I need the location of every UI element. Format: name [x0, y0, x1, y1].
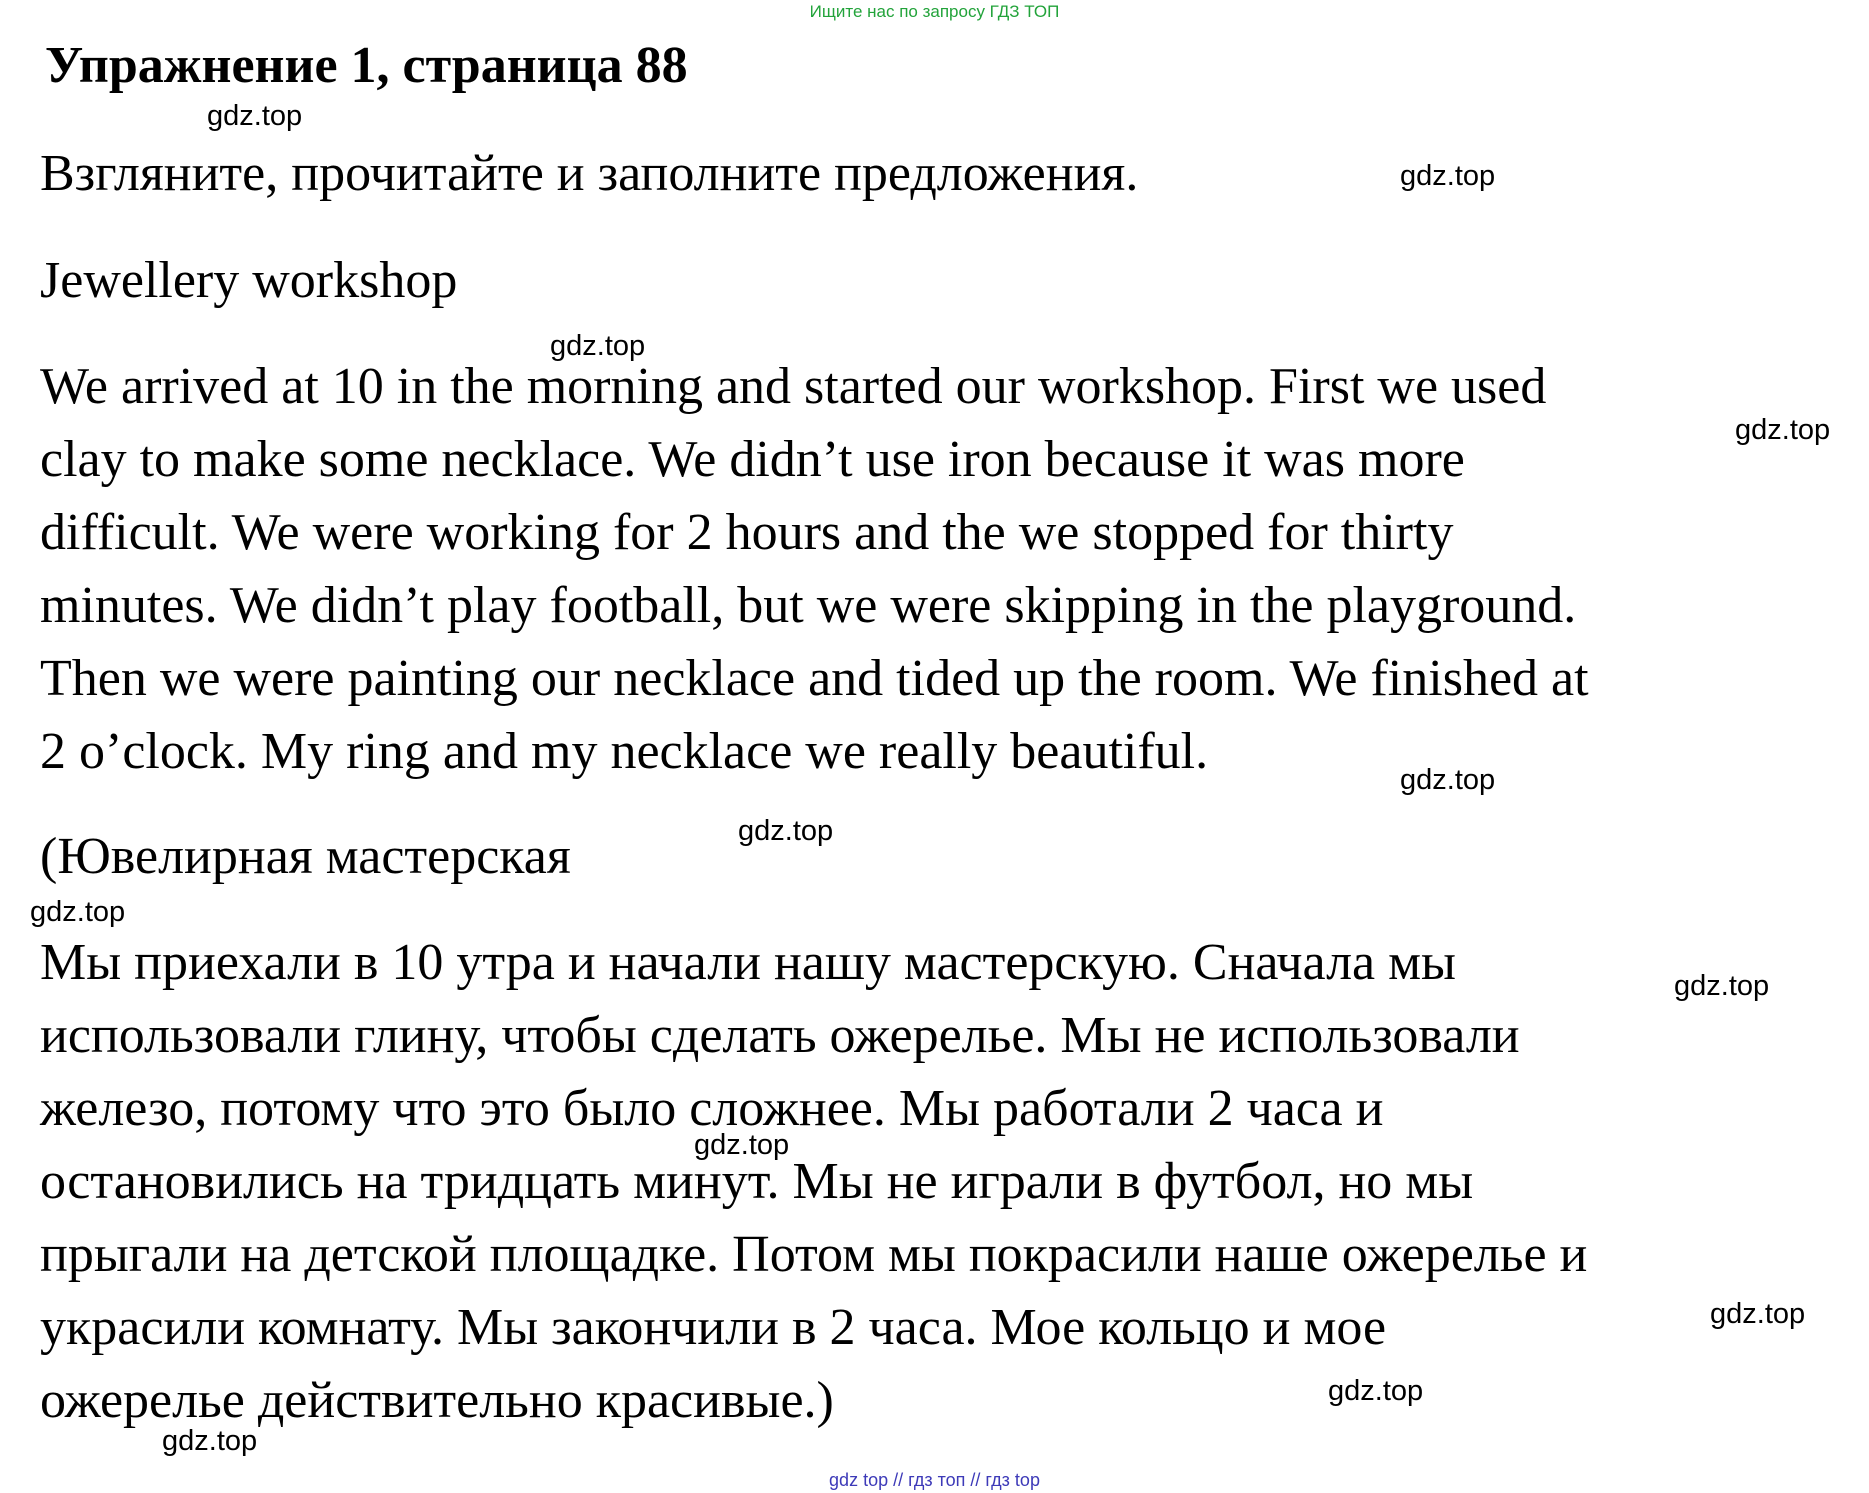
english-line: Then we were painting our necklace and tided up the room. We finished at — [40, 650, 1589, 707]
russian-line: железо, потому что это было сложнее. Мы работали 2 часа и — [40, 1080, 1384, 1137]
russian-line: прыгали на детской площадке. Потом мы покрасили наше ожерелье и — [40, 1226, 1588, 1283]
watermark: gdz.top — [207, 100, 303, 132]
watermark: gdz.top — [738, 815, 834, 847]
watermark: gdz.top — [1735, 414, 1831, 446]
watermark: gdz.top — [694, 1129, 790, 1161]
english-line: difficult. We were working for 2 hours and the we stopped for thirty — [40, 504, 1454, 561]
english-line: 2 o’clock. My ring and my necklace we really beautiful. — [40, 723, 1209, 780]
watermark: gdz.top — [550, 330, 646, 362]
russian-line: украсили комнату. Мы закончили в 2 часа. Мое кольцо и мое — [40, 1299, 1387, 1356]
english-line: clay to make some necklace. We didn’t use iron because it was more — [40, 431, 1465, 488]
top-banner: Ищите нас по запросу ГДЗ ТОП — [809, 2, 1060, 21]
page-title: Упражнение 1, страница 88 — [45, 37, 688, 94]
english-line: minutes. We didn’t play football, but we were skipping in the playground. — [40, 577, 1577, 634]
instruction-text: Взгляните, прочитайте и заполните предложения. — [40, 145, 1139, 202]
english-heading: Jewellery workshop — [40, 252, 458, 309]
watermark: gdz.top — [1328, 1375, 1424, 1407]
english-line: We arrived at 10 in the morning and started our workshop. First we used — [40, 358, 1547, 415]
watermark: gdz.top — [1710, 1298, 1806, 1330]
watermark: gdz.top — [1674, 970, 1770, 1002]
russian-line: Мы приехали в 10 утра и начали нашу мастерскую. Сначала мы — [40, 934, 1456, 991]
russian-line: использовали глину, чтобы сделать ожерелье. Мы не использовали — [40, 1007, 1520, 1064]
russian-line: остановились на тридцать минут. Мы не играли в футбол, но мы — [40, 1153, 1474, 1210]
watermark: gdz.top — [162, 1425, 258, 1457]
watermark: gdz.top — [1400, 160, 1496, 192]
watermark: gdz.top — [1400, 764, 1496, 796]
russian-line: ожерелье действительно красивые.) — [40, 1372, 834, 1429]
russian-heading: (Ювелирная мастерская — [40, 828, 571, 885]
footer-links: gdz top // гдз топ // гдз top — [829, 1470, 1040, 1490]
watermark: gdz.top — [30, 896, 126, 928]
